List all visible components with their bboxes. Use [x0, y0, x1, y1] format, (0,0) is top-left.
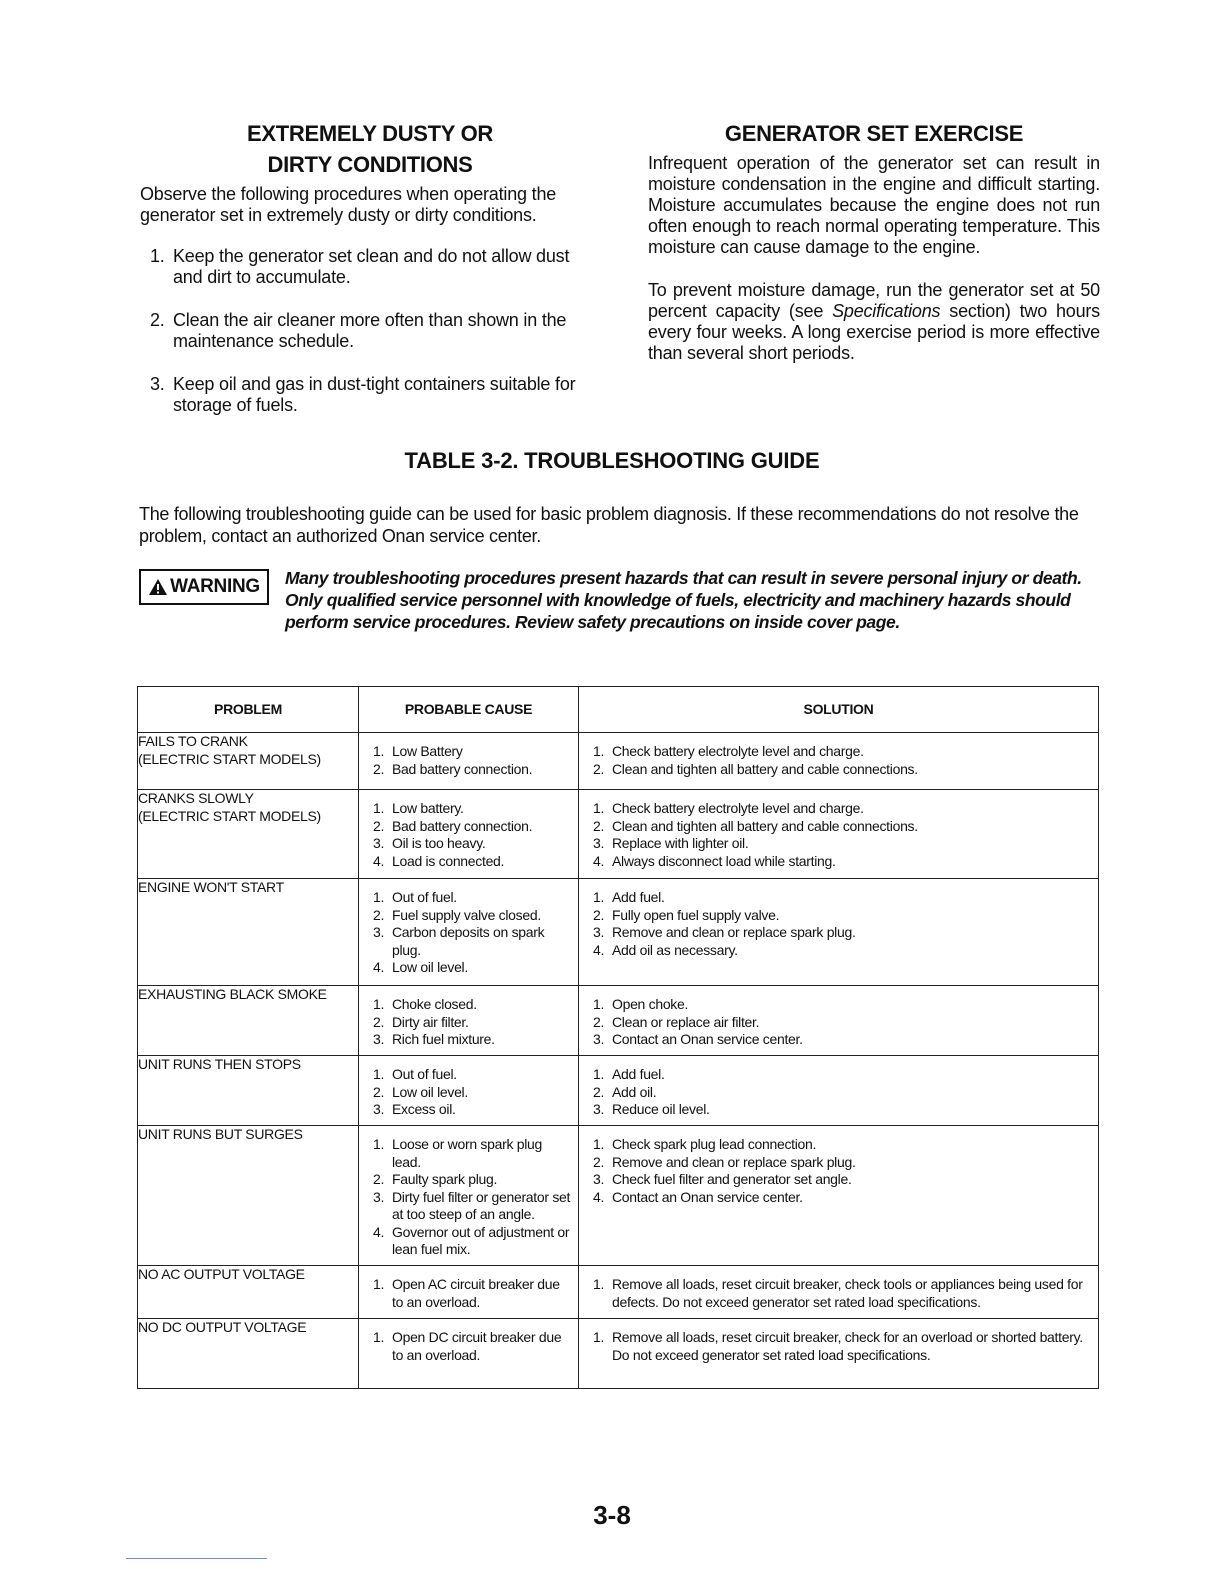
- solution-item-text: Check fuel filter and generator set angle.: [612, 1171, 852, 1187]
- solution-item: [593, 761, 1094, 779]
- item-number: 1.: [373, 800, 385, 816]
- solution-cell: [579, 733, 1099, 790]
- solution-cell: [579, 986, 1099, 1056]
- problem-text: NO AC OUTPUT VOLTAGE: [138, 1266, 305, 1282]
- dusty-conditions-section: [140, 118, 600, 438]
- table-row: [138, 790, 1099, 879]
- cause-item: [373, 907, 574, 925]
- item-number: 2.: [373, 1171, 385, 1187]
- cause-item-text: Governor out of adjustment or lean fuel mix.: [392, 1223, 570, 1257]
- cause-item-text: Low oil level.: [392, 1083, 468, 1100]
- exercise-para2-end: section) two hours every four weeks. A long exercise period is more effective than several short periods.: [648, 301, 1100, 363]
- item-number: 4.: [593, 852, 605, 869]
- solution-item: [593, 1154, 1094, 1172]
- problem-cell: [138, 790, 359, 879]
- item-number: 2.: [593, 817, 605, 834]
- solution-item-text: Add oil.: [612, 1083, 657, 1100]
- item-number: 4.: [373, 1223, 385, 1240]
- item-number: 1.: [593, 996, 605, 1012]
- solution-cell-list: [579, 790, 1098, 870]
- solution-item: [593, 1014, 1094, 1032]
- solution-cell: [579, 1319, 1099, 1389]
- item-number: 1.: [373, 1136, 385, 1152]
- step-text: Keep oil and gas in dust-tight containers suitable for storage of fuels.: [173, 374, 576, 415]
- cause-item-text: Open AC circuit breaker due to an overload.: [392, 1276, 560, 1310]
- item-number: 4.: [593, 1188, 605, 1205]
- item-number: 3.: [373, 1101, 385, 1117]
- solution-item: [593, 1189, 1094, 1207]
- step-text: Keep the generator set clean and do not allow dust and dirt to accumulate.: [173, 246, 570, 287]
- cause-cell-list: [359, 986, 578, 1049]
- solution-item: [593, 907, 1094, 925]
- item-number: 2.: [593, 760, 605, 777]
- item-number: 3.: [373, 835, 385, 851]
- solution-cell-list: [579, 1126, 1098, 1206]
- cause-item-text: Dirty fuel filter or generator set at too steep of an angle.: [392, 1188, 571, 1222]
- solution-item: [593, 942, 1094, 960]
- solution-item-text: Contact an Onan service center.: [612, 1031, 803, 1047]
- cause-item-text: Low battery.: [392, 800, 464, 816]
- item-number: 3.: [593, 1171, 605, 1187]
- table-header-row: [138, 687, 1099, 733]
- dusty-step: [140, 374, 600, 416]
- dusty-intro: Observe the following procedures when operating the generator set in extremely dusty or dirty conditions.: [140, 184, 557, 225]
- cause-item: [373, 1084, 574, 1102]
- cause-item: [373, 853, 574, 871]
- item-number: 1.: [373, 1066, 385, 1082]
- cause-item: [373, 889, 574, 907]
- warning-triangle-icon: [148, 578, 168, 596]
- cause-item-text: Oil is too heavy.: [392, 835, 486, 851]
- item-number: 3.: [593, 835, 605, 851]
- item-number: 3.: [593, 1031, 605, 1047]
- solution-item: [593, 800, 1094, 818]
- cause-cell-list: [359, 1056, 578, 1119]
- cause-item-text: Loose or worn spark plug lead.: [392, 1136, 542, 1170]
- header-probable-cause: PROBABLE CAUSE: [359, 687, 579, 733]
- cause-item-text: Low Battery: [392, 743, 463, 759]
- item-number: 3.: [373, 1031, 385, 1047]
- cause-cell: [359, 1266, 579, 1319]
- problem-text: (ELECTRIC START MODELS): [138, 807, 321, 824]
- problem-cell: [138, 986, 359, 1056]
- item-number: 1.: [593, 1329, 605, 1345]
- cause-item: [373, 1066, 574, 1084]
- warning-label: WARNING: [170, 576, 260, 597]
- solution-item-text: Remove all loads, reset circuit breaker, check for an overload or shorted battery. Do not exceed generator set rated load specifications.: [612, 1329, 1083, 1363]
- cause-cell-list: [359, 1319, 578, 1364]
- solution-item: [593, 1031, 1094, 1049]
- header-solution: SOLUTION: [579, 687, 1099, 733]
- solution-cell-list: [579, 1319, 1098, 1364]
- cause-item: [373, 1276, 574, 1311]
- cause-item: [373, 1031, 574, 1049]
- solution-cell-list: [579, 879, 1098, 959]
- cause-item-text: Low oil level.: [392, 959, 468, 975]
- step-number: 3.: [150, 374, 165, 394]
- solution-item: [593, 1101, 1094, 1119]
- solution-item: [593, 924, 1094, 942]
- cause-item-text: Faulty spark plug.: [392, 1171, 498, 1187]
- cause-item: [373, 1224, 574, 1259]
- solution-item: [593, 996, 1094, 1014]
- solution-item-text: Add oil as necessary.: [612, 941, 738, 958]
- cause-item: [373, 996, 574, 1014]
- solution-item-text: Clean or replace air filter.: [612, 1013, 760, 1030]
- warning-badge: [139, 569, 269, 605]
- solution-cell: [579, 1056, 1099, 1126]
- solution-cell: [579, 1266, 1099, 1319]
- cause-item-text: Carbon deposits on spark plug.: [392, 924, 545, 958]
- cause-item: [373, 835, 574, 853]
- item-number: 1.: [373, 996, 385, 1012]
- problem-text: NO DC OUTPUT VOLTAGE: [138, 1319, 307, 1335]
- item-number: 2.: [373, 817, 385, 834]
- item-number: 3.: [593, 1101, 605, 1117]
- cause-item-text: Bad battery connection.: [392, 817, 533, 834]
- cause-cell: [359, 733, 579, 790]
- solution-item-text: Fully open fuel supply valve.: [612, 906, 780, 923]
- cause-item-text: Dirty air filter.: [392, 1013, 469, 1030]
- cause-item-text: Fuel supply valve closed.: [392, 906, 541, 923]
- item-number: 1.: [593, 1276, 605, 1292]
- item-number: 2.: [593, 1153, 605, 1170]
- cause-item-text: Choke closed.: [392, 996, 477, 1012]
- problem-text: EXHAUSTING BLACK SMOKE: [138, 986, 327, 1002]
- item-number: 1.: [373, 889, 385, 905]
- specifications-reference: Specifications: [832, 301, 941, 321]
- solution-cell-list: [579, 986, 1098, 1049]
- item-number: 2.: [593, 1083, 605, 1100]
- exercise-para2-start: To prevent moisture damage, run the generator set at 50 percent capacity (see: [648, 280, 1100, 321]
- problem-text: (ELECTRIC START MODELS): [138, 750, 321, 767]
- troubleshooting-table: [137, 686, 1099, 1389]
- dusty-step: [140, 310, 600, 352]
- item-number: 1.: [593, 800, 605, 816]
- solution-item-text: Add fuel.: [612, 1066, 665, 1082]
- item-number: 1.: [373, 1329, 385, 1345]
- solution-item: [593, 818, 1094, 836]
- troubleshooting-intro: The following troubleshooting guide can be used for basic problem diagnosis. If these recommendations do not resolve the problem, contact an authorized Onan service center.: [139, 504, 1079, 546]
- cause-item-text: Rich fuel mixture.: [392, 1031, 495, 1047]
- solution-item: [593, 1084, 1094, 1102]
- exercise-para2: [648, 280, 1100, 364]
- solution-item-text: Check battery electrolyte level and charge.: [612, 800, 864, 816]
- problem-cell: [138, 733, 359, 790]
- problem-text: UNIT RUNS THEN STOPS: [138, 1056, 301, 1072]
- solution-item-text: Remove and clean or replace spark plug.: [612, 924, 856, 940]
- problem-cell: [138, 1056, 359, 1126]
- cause-item: [373, 1329, 574, 1364]
- header-problem: PROBLEM: [138, 687, 359, 733]
- table-row: [138, 986, 1099, 1056]
- solution-item: [593, 1276, 1094, 1311]
- solution-item-text: Check battery electrolyte level and charge.: [612, 743, 864, 759]
- cause-item: [373, 1136, 574, 1171]
- cause-cell-list: [359, 879, 578, 977]
- solution-item-text: Always disconnect load while starting.: [612, 852, 836, 869]
- dusty-step: [140, 246, 600, 288]
- solution-cell-list: [579, 1056, 1098, 1119]
- cause-cell-list: [359, 790, 578, 870]
- cause-item-text: Bad battery connection.: [392, 760, 533, 777]
- item-number: 2.: [373, 760, 385, 777]
- dusty-title-line2: DIRTY CONDITIONS: [267, 152, 473, 177]
- cause-cell: [359, 1319, 579, 1389]
- item-number: 2.: [593, 906, 605, 923]
- item-number: 3.: [373, 924, 385, 940]
- solution-item: [593, 1329, 1094, 1364]
- problem-cell: [138, 1266, 359, 1319]
- exercise-title: GENERATOR SET EXERCISE: [724, 121, 1024, 146]
- page-number: 3-8: [593, 1500, 631, 1530]
- problem-text: UNIT RUNS BUT SURGES: [138, 1126, 303, 1142]
- cause-item: [373, 800, 574, 818]
- problem-text: FAILS TO CRANK: [138, 733, 248, 749]
- solution-cell-list: [579, 1266, 1098, 1311]
- cause-item-text: Out of fuel.: [392, 1066, 457, 1082]
- solution-cell: [579, 1126, 1099, 1266]
- cause-cell: [359, 879, 579, 986]
- cause-item: [373, 818, 574, 836]
- cause-cell: [359, 1126, 579, 1266]
- cause-item-text: Open DC circuit breaker due to an overload.: [392, 1329, 562, 1363]
- warning-text: Many troubleshooting procedures present hazards that can result in severe personal injury or death. Only qualified service personnel with knowledge of fuels, electricity and machinery hazards should perform service procedures. Review safety precautions on inside cover page.: [285, 568, 1082, 632]
- solution-item-text: Clean and tighten all battery and cable connections.: [612, 760, 918, 777]
- cause-item: [373, 1101, 574, 1119]
- solution-item: [593, 853, 1094, 871]
- solution-item-text: Replace with lighter oil.: [612, 835, 749, 851]
- solution-cell: [579, 879, 1099, 986]
- solution-item: [593, 835, 1094, 853]
- item-number: 2.: [593, 1013, 605, 1030]
- solution-item: [593, 889, 1094, 907]
- solution-item-text: Contact an Onan service center.: [612, 1188, 803, 1205]
- item-number: 3.: [593, 924, 605, 940]
- dusty-title-line1: EXTREMELY DUSTY OR: [246, 121, 494, 146]
- cause-item: [373, 1189, 574, 1224]
- solution-item: [593, 1171, 1094, 1189]
- cause-item: [373, 761, 574, 779]
- item-number: 1.: [593, 1066, 605, 1082]
- cause-cell: [359, 790, 579, 879]
- solution-item-text: Clean and tighten all battery and cable connections.: [612, 817, 918, 834]
- problem-cell: [138, 1319, 359, 1389]
- cause-cell-list: [359, 1126, 578, 1259]
- item-number: 3.: [373, 1188, 385, 1205]
- cause-item-text: Load is connected.: [392, 852, 505, 869]
- item-number: 2.: [373, 1013, 385, 1030]
- step-number: 1.: [150, 246, 165, 266]
- footer-rule: [126, 1558, 267, 1559]
- item-number: 2.: [373, 906, 385, 923]
- cause-cell: [359, 986, 579, 1056]
- step-number: 2.: [150, 310, 165, 330]
- item-number: 1.: [373, 1276, 385, 1292]
- solution-item-text: Reduce oil level.: [612, 1101, 710, 1117]
- solution-item-text: Open choke.: [612, 996, 689, 1012]
- table-title: TABLE 3-2. TROUBLESHOOTING GUIDE: [404, 448, 820, 473]
- cause-item: [373, 1171, 574, 1189]
- item-number: 2.: [373, 1083, 385, 1100]
- cause-cell-list: [359, 1266, 578, 1311]
- item-number: 4.: [373, 959, 385, 975]
- table-row: [138, 1266, 1099, 1319]
- table-row: [138, 733, 1099, 790]
- solution-cell-list: [579, 733, 1098, 778]
- table-row: [138, 1319, 1099, 1389]
- item-number: 4.: [593, 941, 605, 958]
- cause-item: [373, 1014, 574, 1032]
- cause-cell-list: [359, 733, 578, 778]
- cause-item: [373, 924, 574, 959]
- dusty-steps-list: [140, 246, 600, 416]
- solution-cell: [579, 790, 1099, 879]
- table-row: [138, 1056, 1099, 1126]
- item-number: 4.: [373, 852, 385, 869]
- problem-cell: [138, 1126, 359, 1266]
- exercise-section: [648, 118, 1100, 364]
- item-number: 1.: [373, 743, 385, 759]
- solution-item-text: Remove and clean or replace spark plug.: [612, 1153, 856, 1170]
- item-number: 1.: [593, 889, 605, 905]
- step-text: Clean the air cleaner more often than shown in the maintenance schedule.: [173, 310, 567, 351]
- cause-cell: [359, 1056, 579, 1126]
- item-number: 1.: [593, 1136, 605, 1152]
- problem-cell: [138, 879, 359, 986]
- cause-item-text: Out of fuel.: [392, 889, 457, 905]
- table-row: [138, 1126, 1099, 1266]
- solution-item-text: Remove all loads, reset circuit breaker, check tools or appliances being used for defects. Do not exceed generator set rated load specifications.: [612, 1276, 1083, 1310]
- cause-item-text: Excess oil.: [392, 1101, 456, 1117]
- table-body: [138, 733, 1099, 1389]
- exercise-para1: Infrequent operation of the generator set can result in moisture condensation in the engine and difficult starting. Moisture accumulates because the engine does not run often enough to reach normal operating temperature. This moisture can cause damage to the engine.: [648, 153, 1100, 257]
- problem-text: ENGINE WON'T START: [138, 879, 284, 895]
- table-row: [138, 879, 1099, 986]
- solution-item: [593, 1066, 1094, 1084]
- cause-item: [373, 959, 574, 977]
- solution-item-text: Add fuel.: [612, 889, 665, 905]
- solution-item-text: Check spark plug lead connection.: [612, 1136, 817, 1152]
- problem-text: CRANKS SLOWLY: [138, 790, 254, 806]
- item-number: 1.: [593, 743, 605, 759]
- cause-item: [373, 743, 574, 761]
- solution-item: [593, 1136, 1094, 1154]
- solution-item: [593, 743, 1094, 761]
